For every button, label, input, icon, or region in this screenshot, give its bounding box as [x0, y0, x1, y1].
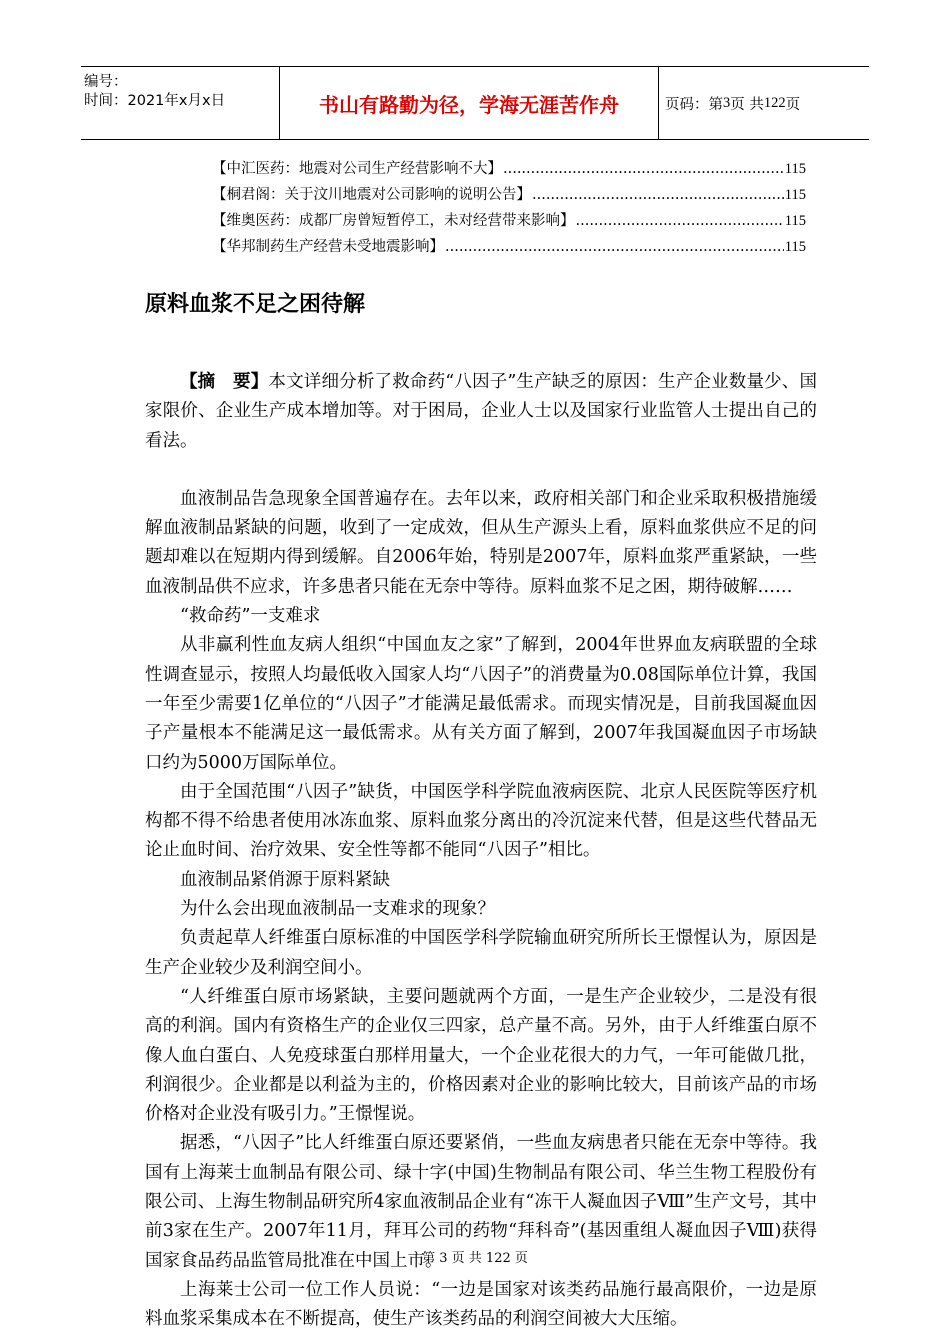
section-heading: “救命药”一支难求	[180, 606, 321, 627]
paragraph: 从非赢利性血友病人组织“中国血友之家”了解到，2004年世界血友病联盟的全球性调查显示，按照人均最低收入国家人均“八因子”的消费量为0.08国际单位计算，我国一年至少需要1亿单位的“八因子”才能满足最低需求。而现实情况是，目前我国凝血因子产量根本不能满足这一最低需求。从有关方面了解到，2007年我国凝血因子市场缺口约为5000万国际单位。	[145, 635, 817, 773]
toc-entry-page: 115	[784, 187, 806, 203]
abstract	[145, 368, 817, 456]
page-suffix: 页	[785, 96, 801, 113]
toc-entry[interactable]	[212, 235, 806, 261]
article-body	[145, 368, 817, 1335]
document-number-label: 编号：	[84, 74, 128, 90]
header-page-info	[659, 67, 869, 139]
toc-entry-page: 115	[784, 239, 806, 255]
page-prefix: 页码：第	[665, 96, 723, 113]
page-middle: 页 共	[730, 96, 764, 113]
toc-entry-title: 【维奥医药：成都厂房曾短暂停工，未对经营带来影响】	[212, 213, 575, 229]
page-footer: 第 3 页 共 122 页	[422, 1251, 528, 1266]
toc-entry[interactable]	[212, 157, 806, 183]
document-date: 时间：2021年x月x日	[84, 93, 226, 109]
toc-leader-dots	[503, 161, 784, 177]
paragraph: 据悉，“八因子”比人纤维蛋白原还要紧俏，一些血友病患者只能在无奈中等待。我国有上海莱士血制品有限公司、绿十字(中国)生物制品有限公司、华兰生物工程股份有限公司、上海生物制品研究所4家血液制品企业有“冻干人凝血因子Ⅷ”生产文号，其中前3家在生产。2007年11月，拜耳公司的药物“拜科奇”(基因重组人凝血因子Ⅷ)获得国家食品药品监管局批准在中国上市。	[145, 1133, 817, 1271]
paragraph: 为什么会出现血液制品一支难求的现象？	[180, 899, 495, 920]
page-current: 3	[723, 94, 731, 111]
toc-leader-dots	[532, 187, 784, 203]
paragraph: 负责起草人纤维蛋白原标准的中国医学科学院输血研究所所长王憬惺认为，原因是生产企业较少及利润空间小。	[145, 928, 817, 978]
paragraph: 上海莱士公司一位工作人员说：“一边是国家对该类药品施行最高限价，一边是原料血浆采集成本在不断提高，使生产该类药品的利润空间被大大压缩。	[145, 1279, 817, 1330]
toc-entry-page: 115	[784, 161, 806, 177]
paragraph: “人纤维蛋白原市场紧缺，主要问题就两个方面，一是生产企业较少，二是没有很高的利润。国内有资格生产的企业仅三四家，总产量不高。另外，由于人纤维蛋白原不像人血白蛋白、人免疫球蛋白那样用量大，一个企业花很大的力气，一年可能做几批，利润很少。企业都是以利益为主的，价格因素对企业的影响比较大，目前该产品的市场价格对企业没有吸引力。”王憬惺说。	[145, 986, 817, 1125]
page-total: 122	[763, 94, 786, 111]
header-meta	[81, 67, 280, 139]
paragraph: 由于全国范围“八因子”缺货，中国医学科学院血液病医院、北京人民医院等医疗机构都不得不给患者使用冰冻血浆、原料血浆分离出的冷沉淀来代替，但是这些代替品无论止血时间、治疗效果、安全性等都不能同“八因子”相比。	[145, 781, 817, 861]
page-header	[81, 66, 869, 140]
abstract-text: 本文详细分析了救命药“八因子”生产缺乏的原因：生产企业数量少、国家限价、企业生产成本增加等。对于困局，企业人士以及国家行业监管人士提出自己的看法。	[145, 372, 817, 451]
toc-entry-title: 【华邦制药生产经营未受地震影响】	[212, 239, 444, 255]
table-of-contents	[212, 157, 806, 261]
toc-leader-dots	[445, 239, 784, 255]
header-motto: 书山有路勤为径，学海无涯苦作舟	[280, 67, 659, 139]
article-title: 原料血浆不足之困待解	[145, 292, 366, 317]
abstract-label: 【摘 要】	[180, 372, 269, 392]
section-heading: 血液制品紧俏源于原料紧缺	[180, 869, 390, 890]
paragraph: 血液制品告急现象全国普遍存在。去年以来，政府相关部门和企业采取积极措施缓解血液制品紧缺的问题，收到了一定成效，但从生产源头上看，原料血浆供应不足的问题却难以在短期内得到缓解。自2006年始，特别是2007年，原料血浆严重紧缺，一些血液制品供不应求，许多患者只能在无奈中等待。原料血浆不足之困，期待破解……	[145, 488, 817, 597]
toc-entry-title: 【桐君阁：关于汶川地震对公司影响的说明公告】	[212, 187, 531, 203]
toc-entry-title: 【中汇医药：地震对公司生产经营影响不大】	[212, 161, 502, 177]
toc-entry[interactable]	[212, 183, 806, 209]
toc-entry-page: 115	[784, 213, 806, 229]
toc-leader-dots	[576, 213, 784, 229]
toc-entry[interactable]	[212, 209, 806, 235]
